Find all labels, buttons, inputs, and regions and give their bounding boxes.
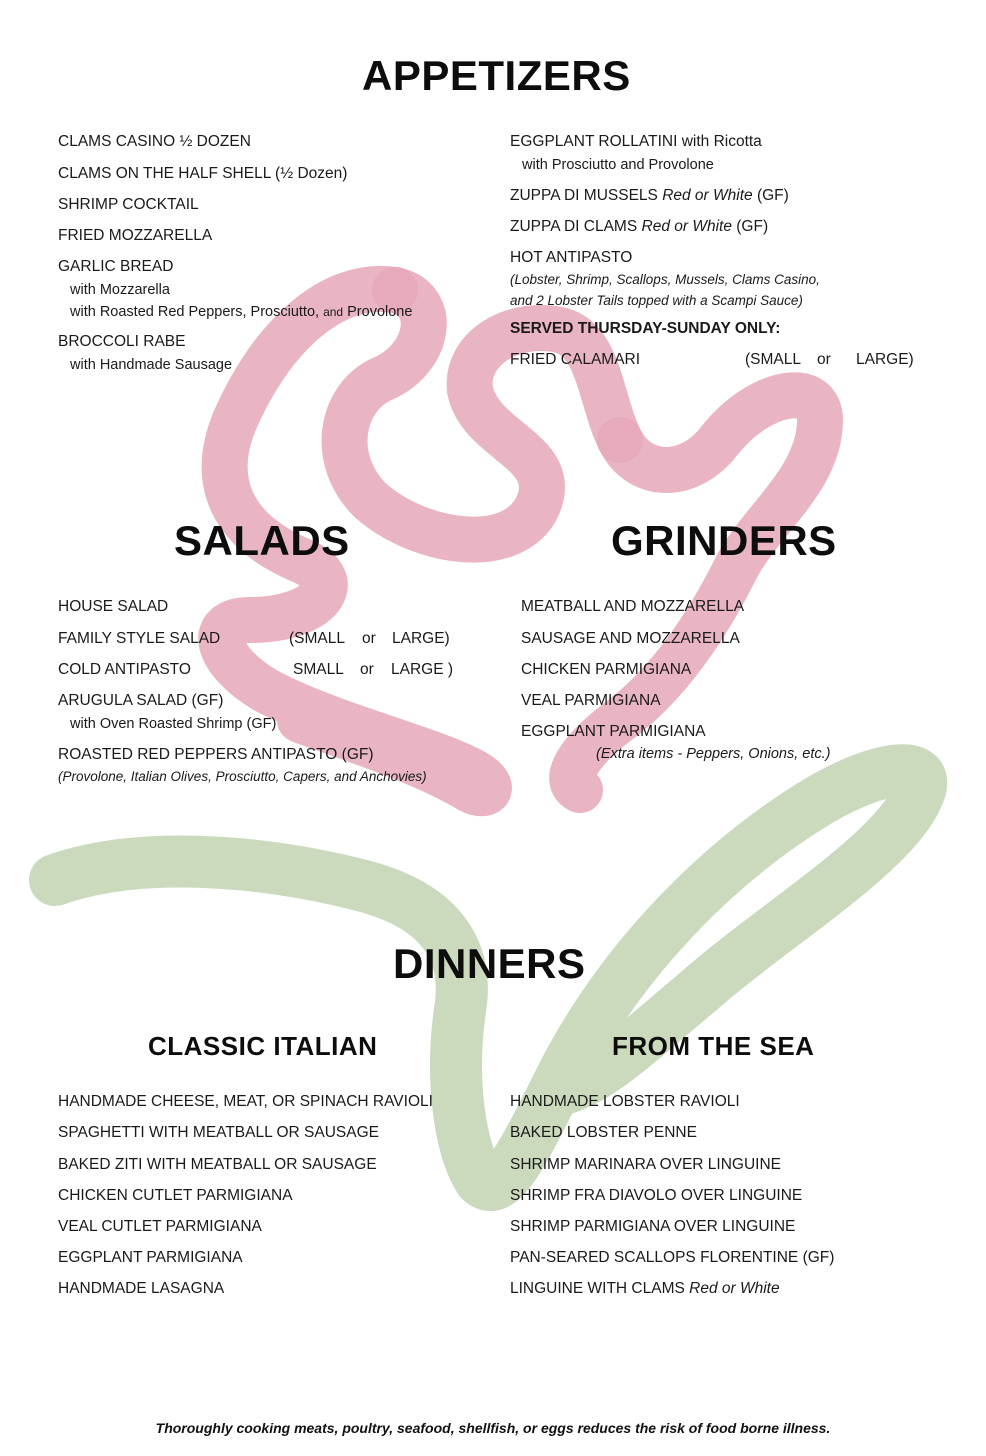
menu-item-fried-calamari: FRIED CALAMARI: [510, 351, 641, 368]
classic-dinner-item: SPAGHETTI WITH MEATBALL OR SAUSAGE: [58, 1124, 379, 1141]
sea-dinner-item: SHRIMP MARINARA OVER LINGUINE: [510, 1156, 782, 1173]
classic-italian-heading: CLASSIC ITALIAN: [148, 1031, 378, 1061]
arugula-option: with Oven Roasted Shrimp (GF): [70, 716, 277, 732]
sea-dinner-item: PAN-SEARED SCALLOPS FLORENTINE (GF): [510, 1249, 835, 1266]
menu-item-clams-casino: CLAMS CASINO ½ DOZEN: [58, 133, 251, 150]
menu-item-shrimp-cocktail: SHRIMP COCKTAIL: [58, 196, 199, 213]
sea-dinner-item: BAKED LOBSTER PENNE: [510, 1124, 697, 1141]
menu-item-zuppa-clams: [510, 218, 768, 236]
calamari-size-or: or: [817, 351, 831, 368]
family-size-small: (SMALL: [289, 630, 345, 647]
from-the-sea-heading: FROM THE SEA: [612, 1031, 815, 1061]
zuppa-clams-style: Red or White: [641, 218, 732, 235]
family-size-large: LARGE): [392, 630, 450, 647]
grinders-note: (Extra items - Peppers, Onions, etc.): [596, 746, 831, 762]
garlic-bread-option-mozzarella: with Mozzarella: [70, 282, 170, 298]
menu-item-house-salad: HOUSE SALAD: [58, 598, 169, 615]
calamari-size-large: LARGE): [856, 351, 914, 368]
garlic-option-text-b: Provolone: [347, 304, 413, 320]
menu-item-eggplant-rollatini: EGGPLANT ROLLATINI with Ricotta: [510, 133, 762, 150]
menu-item-clams-half-shell: CLAMS ON THE HALF SHELL (½ Dozen): [58, 165, 348, 182]
sea-dinner-item-linguine-clams: [510, 1280, 780, 1298]
zuppa-clams-gf: (GF): [736, 218, 769, 235]
classic-dinner-item: BAKED ZITI WITH MEATBALL OR SAUSAGE: [58, 1156, 377, 1173]
menu-item-broccoli-rabe: BROCCOLI RABE: [58, 333, 186, 350]
sea-dinner-item: SHRIMP FRA DIAVOLO OVER LINGUINE: [510, 1187, 803, 1204]
grinders-heading: GRINDERS: [611, 517, 837, 564]
sea-dinner-item: SHRIMP PARMIGIANA OVER LINGUINE: [510, 1218, 796, 1235]
garlic-option-and: and: [323, 305, 344, 319]
linguine-clams-style: Red or White: [689, 1280, 780, 1297]
menu-item-family-salad: FAMILY STYLE SALAD: [58, 630, 221, 647]
calamari-size-small: (SMALL: [745, 351, 801, 368]
eggplant-rollatini-option: with Prosciutto and Provolone: [522, 157, 714, 173]
classic-dinner-item: HANDMADE CHEESE, MEAT, OR SPINACH RAVIOLI: [58, 1093, 433, 1110]
menu-item-cold-antipasto: COLD ANTIPASTO: [58, 661, 191, 678]
grinder-item: CHICKEN PARMIGIANA: [521, 661, 692, 678]
zuppa-mussels-name: ZUPPA DI MUSSELS: [510, 187, 658, 204]
sea-dinner-item: HANDMADE LOBSTER RAVIOLI: [510, 1093, 740, 1110]
food-safety-disclaimer: Thoroughly cooking meats, poultry, seafood, shellfish, or eggs reduces the risk of food borne illness.: [155, 1420, 831, 1436]
menu-item-fried-mozzarella: FRIED MOZZARELLA: [58, 227, 213, 244]
grinder-item: VEAL PARMIGIANA: [521, 692, 661, 709]
zuppa-mussels-gf: (GF): [756, 187, 789, 204]
dinners-heading: DINNERS: [393, 940, 586, 987]
served-days-notice: SERVED THURSDAY-SUNDAY ONLY:: [510, 320, 781, 337]
classic-dinner-item: HANDMADE LASAGNA: [58, 1280, 225, 1297]
cold-size-large: LARGE ): [391, 661, 454, 678]
menu-item-roasted-peppers: ROASTED RED PEPPERS ANTIPASTO (GF): [58, 746, 374, 763]
menu-item-zuppa-mussels: [510, 187, 789, 205]
cold-size-small: SMALL: [293, 661, 344, 678]
menu-item-garlic-bread: GARLIC BREAD: [58, 258, 174, 275]
grinder-item: SAUSAGE AND MOZZARELLA: [521, 630, 740, 647]
classic-dinner-item: VEAL CUTLET PARMIGIANA: [58, 1218, 262, 1235]
cold-size-or: or: [360, 661, 374, 678]
salads-heading: SALADS: [174, 517, 350, 564]
classic-dinner-item: EGGPLANT PARMIGIANA: [58, 1249, 243, 1266]
garlic-option-text-a: with Roasted Red Peppers, Prosciutto,: [70, 304, 320, 320]
zuppa-mussels-style: Red or White: [662, 187, 753, 204]
classic-dinner-item: CHICKEN CUTLET PARMIGIANA: [58, 1187, 293, 1204]
grinder-item: MEATBALL AND MOZZARELLA: [521, 598, 745, 615]
menu-item-hot-antipasto: HOT ANTIPASTO: [510, 249, 633, 266]
grinder-item: EGGPLANT PARMIGIANA: [521, 723, 706, 740]
broccoli-rabe-option: with Handmade Sausage: [70, 357, 233, 373]
appetizers-heading: APPETIZERS: [362, 52, 631, 99]
hot-antipasto-note-1: (Lobster, Shrimp, Scallops, Mussels, Clams Casino,: [510, 272, 820, 287]
linguine-clams-name: LINGUINE WITH CLAMS: [510, 1280, 685, 1297]
menu-item-arugula-salad: ARUGULA SALAD (GF): [58, 692, 224, 709]
garlic-bread-option-peppers: [70, 304, 412, 321]
roasted-peppers-note: (Provolone, Italian Olives, Prosciutto, Capers, and Anchovies): [58, 769, 427, 784]
zuppa-clams-name: ZUPPA DI CLAMS: [510, 218, 638, 235]
hot-antipasto-note-2: and 2 Lobster Tails topped with a Scampi Sauce): [510, 293, 803, 308]
family-size-or: or: [362, 630, 376, 647]
